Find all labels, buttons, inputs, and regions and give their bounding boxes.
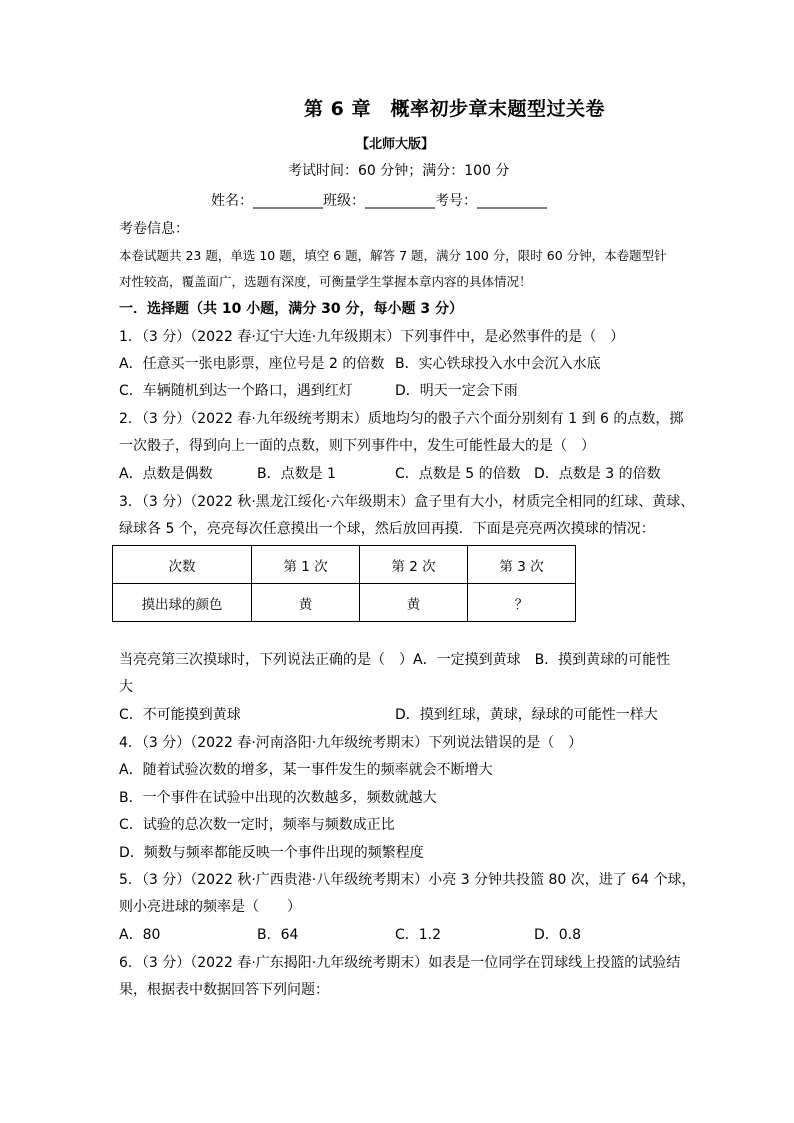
q2-option-a: A．点数是偶数 [119, 466, 213, 482]
question-6-stem-line2: 果，根据表中数据回答下列问题： [119, 982, 329, 998]
table-row [113, 584, 576, 622]
table-header-cell: 第 1 次 [252, 546, 360, 584]
q3-option-c: C．不可能摸到黄球 [119, 707, 241, 723]
q2-option-b: B．点数是 1 [257, 466, 336, 482]
table-header-cell: 第 2 次 [360, 546, 468, 584]
q1-option-a: A．任意买一张电影票，座位号是 2 的倍数 [119, 356, 385, 372]
q5-option-b: B．64 [257, 927, 299, 943]
table-cell: 黄 [252, 584, 360, 622]
info-label: 考卷信息： [119, 221, 189, 237]
q3-option-d: D．摸到红球，黄球，绿球的可能性一样大 [395, 707, 658, 723]
question-5-stem-line1: 5．（3 分）（2022 秋·广西贵港·八年级统考期末）小亮 3 分钟共投篮 80 次，进了 64 个球， [119, 872, 696, 888]
info-text-line1: 本卷试题共 23 题，单选 10 题，填空 6 题，解答 7 题，满分 100 分，限时 60 分钟，本卷题型针 [119, 248, 667, 263]
q4-option-b: B．一个事件在试验中出现的次数越多，频数就越大 [119, 790, 437, 806]
table-header-row [113, 546, 576, 584]
question-3-stem-line2: 绿球各 5 个，亮亮每次任意摸出一个球，然后放回再摸．下面是亮亮两次摸球的情况： [119, 521, 655, 537]
ball-draw-table [112, 545, 576, 622]
table-cell: ？ [468, 584, 576, 622]
question-3-followup-line2: 大 [119, 679, 133, 695]
q5-option-d: D．0.8 [534, 927, 582, 943]
q1-option-d: D．明天一定会下雨 [395, 383, 518, 399]
exam-time: 考试时间：60 分钟；满分：100 分 [288, 163, 510, 179]
q5-option-c: C．1.2 [395, 927, 442, 943]
q1-option-c: C．车辆随机到达一个路口，遇到红灯 [119, 383, 353, 399]
question-3-stem-line1: 3．（3 分）（2022 秋·黑龙江绥化·六年级期末）盒子里有大小，材质完全相同的红球、黄球、 [119, 494, 695, 510]
question-2-stem-line1: 2．（3 分）（2022 春·九年级统考期末）质地均匀的骰子六个面分别刻有 1 到 6 的点数，掷 [119, 411, 684, 427]
table-cell: 黄 [360, 584, 468, 622]
question-6-stem-line1: 6．（3 分）（2022 春·广东揭阳·九年级统考期末）如表是一位同学在罚球线上投篮的试验结 [119, 955, 681, 971]
info-text-line2: 对性较高，覆盖面广，选题有深度，可衡量学生掌握本章内容的具体情况！ [119, 274, 532, 289]
question-4-stem: 4．（3 分）（2022 春·河南洛阳·九年级统考期末）下列说法错误的是（ ） [119, 735, 583, 751]
section-heading: 一．选择题（共 10 小题，满分 30 分，每小题 3 分） [119, 301, 463, 317]
question-5-stem-line2: 则小亮进球的频率是（ ） [119, 899, 301, 915]
table-cell: 摸出球的颜色 [113, 584, 252, 622]
edition-label: 【北师大版】 [356, 137, 435, 152]
q4-option-a: A．随着试验次数的增多，某一事件发生的频率就会不断增大 [119, 762, 493, 778]
q2-option-d: D．点数是 3 的倍数 [534, 466, 661, 482]
student-info-line: 姓名：__________班级：__________考号：__________ [211, 193, 547, 209]
q4-option-d: D．频数与频率都能反映一个事件出现的频繁程度 [119, 845, 424, 861]
q5-option-a: A．80 [119, 927, 161, 943]
page-title: 第 6 章 概率初步章末题型过关卷 [304, 98, 605, 120]
q2-option-c: C．点数是 5 的倍数 [395, 466, 521, 482]
question-1-stem: 1．（3 分）（2022 春·辽宁大连·九年级期末）下列事件中，是必然事件的是（ ） [119, 329, 625, 345]
question-3-followup-line1: 当亮亮第三次摸球时，下列说法正确的是（ ）A．一定摸到黄球 B．摸到黄球的可能性 [119, 652, 671, 668]
question-2-stem-line2: 一次骰子，得到向上一面的点数，则下列事件中，发生可能性最大的是（ ） [119, 438, 595, 454]
table-header-cell: 次数 [113, 546, 252, 584]
q1-option-b: B．实心铁球投入水中会沉入水底 [395, 356, 601, 372]
table-header-cell: 第 3 次 [468, 546, 576, 584]
q4-option-c: C．试验的总次数一定时，频率与频数成正比 [119, 817, 395, 833]
